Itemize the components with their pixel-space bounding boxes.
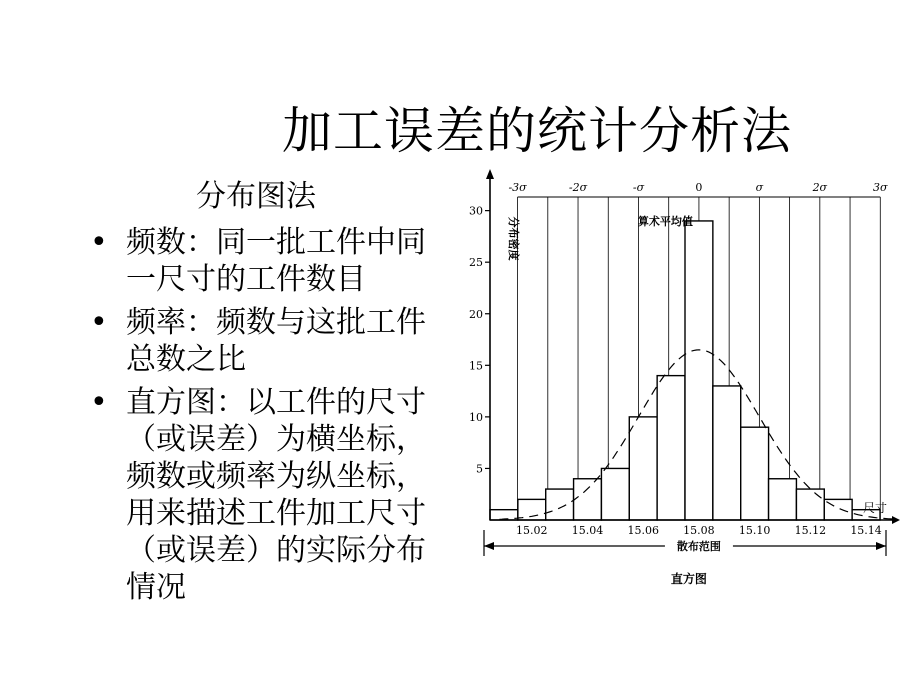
section-subtitle: 分布图法 — [196, 179, 316, 214]
histogram-bar — [629, 417, 657, 520]
sigma-label: -2σ — [568, 181, 588, 194]
sigma-label: -3σ — [508, 181, 527, 194]
mean-label: 算术平均值 — [637, 215, 693, 228]
bullet-item-rate — [84, 304, 454, 378]
sigma-label: 2σ — [812, 181, 828, 194]
y-tick-label: 10 — [469, 410, 483, 424]
histogram-bar — [713, 386, 741, 520]
bullet-text: 直方图：以工件的尺寸（或误差）为横坐标，频数或频率为纵坐标，用来描述工件加工尺寸（或误差）的实际分布情况 — [126, 385, 426, 605]
bullet-item-frequency — [84, 224, 454, 298]
x-tick-label: 15.12 — [794, 524, 827, 537]
y-axis-arrow-icon — [486, 169, 494, 179]
bullet-dot-icon: • — [90, 305, 108, 340]
y-tick-label: 30 — [469, 204, 483, 218]
range-left-arrow-icon — [484, 542, 494, 550]
histogram-bar — [796, 489, 824, 520]
x-tick-label: 15.14 — [850, 524, 882, 537]
histogram-bar — [657, 376, 685, 520]
x-tick-label: 15.10 — [738, 524, 771, 537]
x-tick-label: 15.08 — [683, 524, 715, 537]
histogram-bar — [769, 479, 797, 520]
x-axis-arrow-icon — [892, 516, 900, 524]
range-label: 散布范围 — [676, 540, 721, 553]
y-tick-label: 20 — [469, 307, 483, 321]
slide-title: 加工误差的统计分析法 — [282, 102, 792, 160]
x-tick-label: 15.02 — [516, 524, 548, 537]
x-axis-label: 尺寸 — [863, 501, 888, 515]
bullet-item-histogram — [84, 384, 454, 606]
histogram-bar — [574, 479, 602, 520]
histogram-bar — [546, 489, 574, 520]
sigma-label: 3σ — [873, 181, 888, 194]
bullet-list — [84, 224, 454, 612]
sigma-label: σ — [755, 181, 764, 194]
y-tick-label: 5 — [476, 462, 483, 476]
x-tick-label: 15.04 — [571, 524, 604, 537]
histogram-bar — [685, 221, 713, 520]
x-tick-label: 15.06 — [627, 524, 659, 537]
y-axis-label: 分布密度 — [507, 216, 520, 261]
sigma-label: 0 — [695, 181, 703, 194]
y-tick-label: 15 — [469, 359, 483, 373]
sigma-label: -σ — [632, 181, 645, 194]
histogram-bar — [601, 468, 629, 520]
bullet-dot-icon: • — [90, 225, 108, 260]
bullet-dot-icon: • — [90, 385, 108, 420]
y-tick-label: 25 — [469, 256, 483, 270]
range-right-arrow-icon — [876, 542, 886, 550]
histogram-bar — [741, 427, 769, 520]
histogram-figure — [460, 165, 900, 595]
bullet-text: 频率：频数与这批工件总数之比 — [126, 305, 426, 377]
bullet-text: 频数：同一批工件中同一尺寸的工件数目 — [126, 225, 426, 297]
figure-caption: 直方图 — [670, 572, 707, 586]
